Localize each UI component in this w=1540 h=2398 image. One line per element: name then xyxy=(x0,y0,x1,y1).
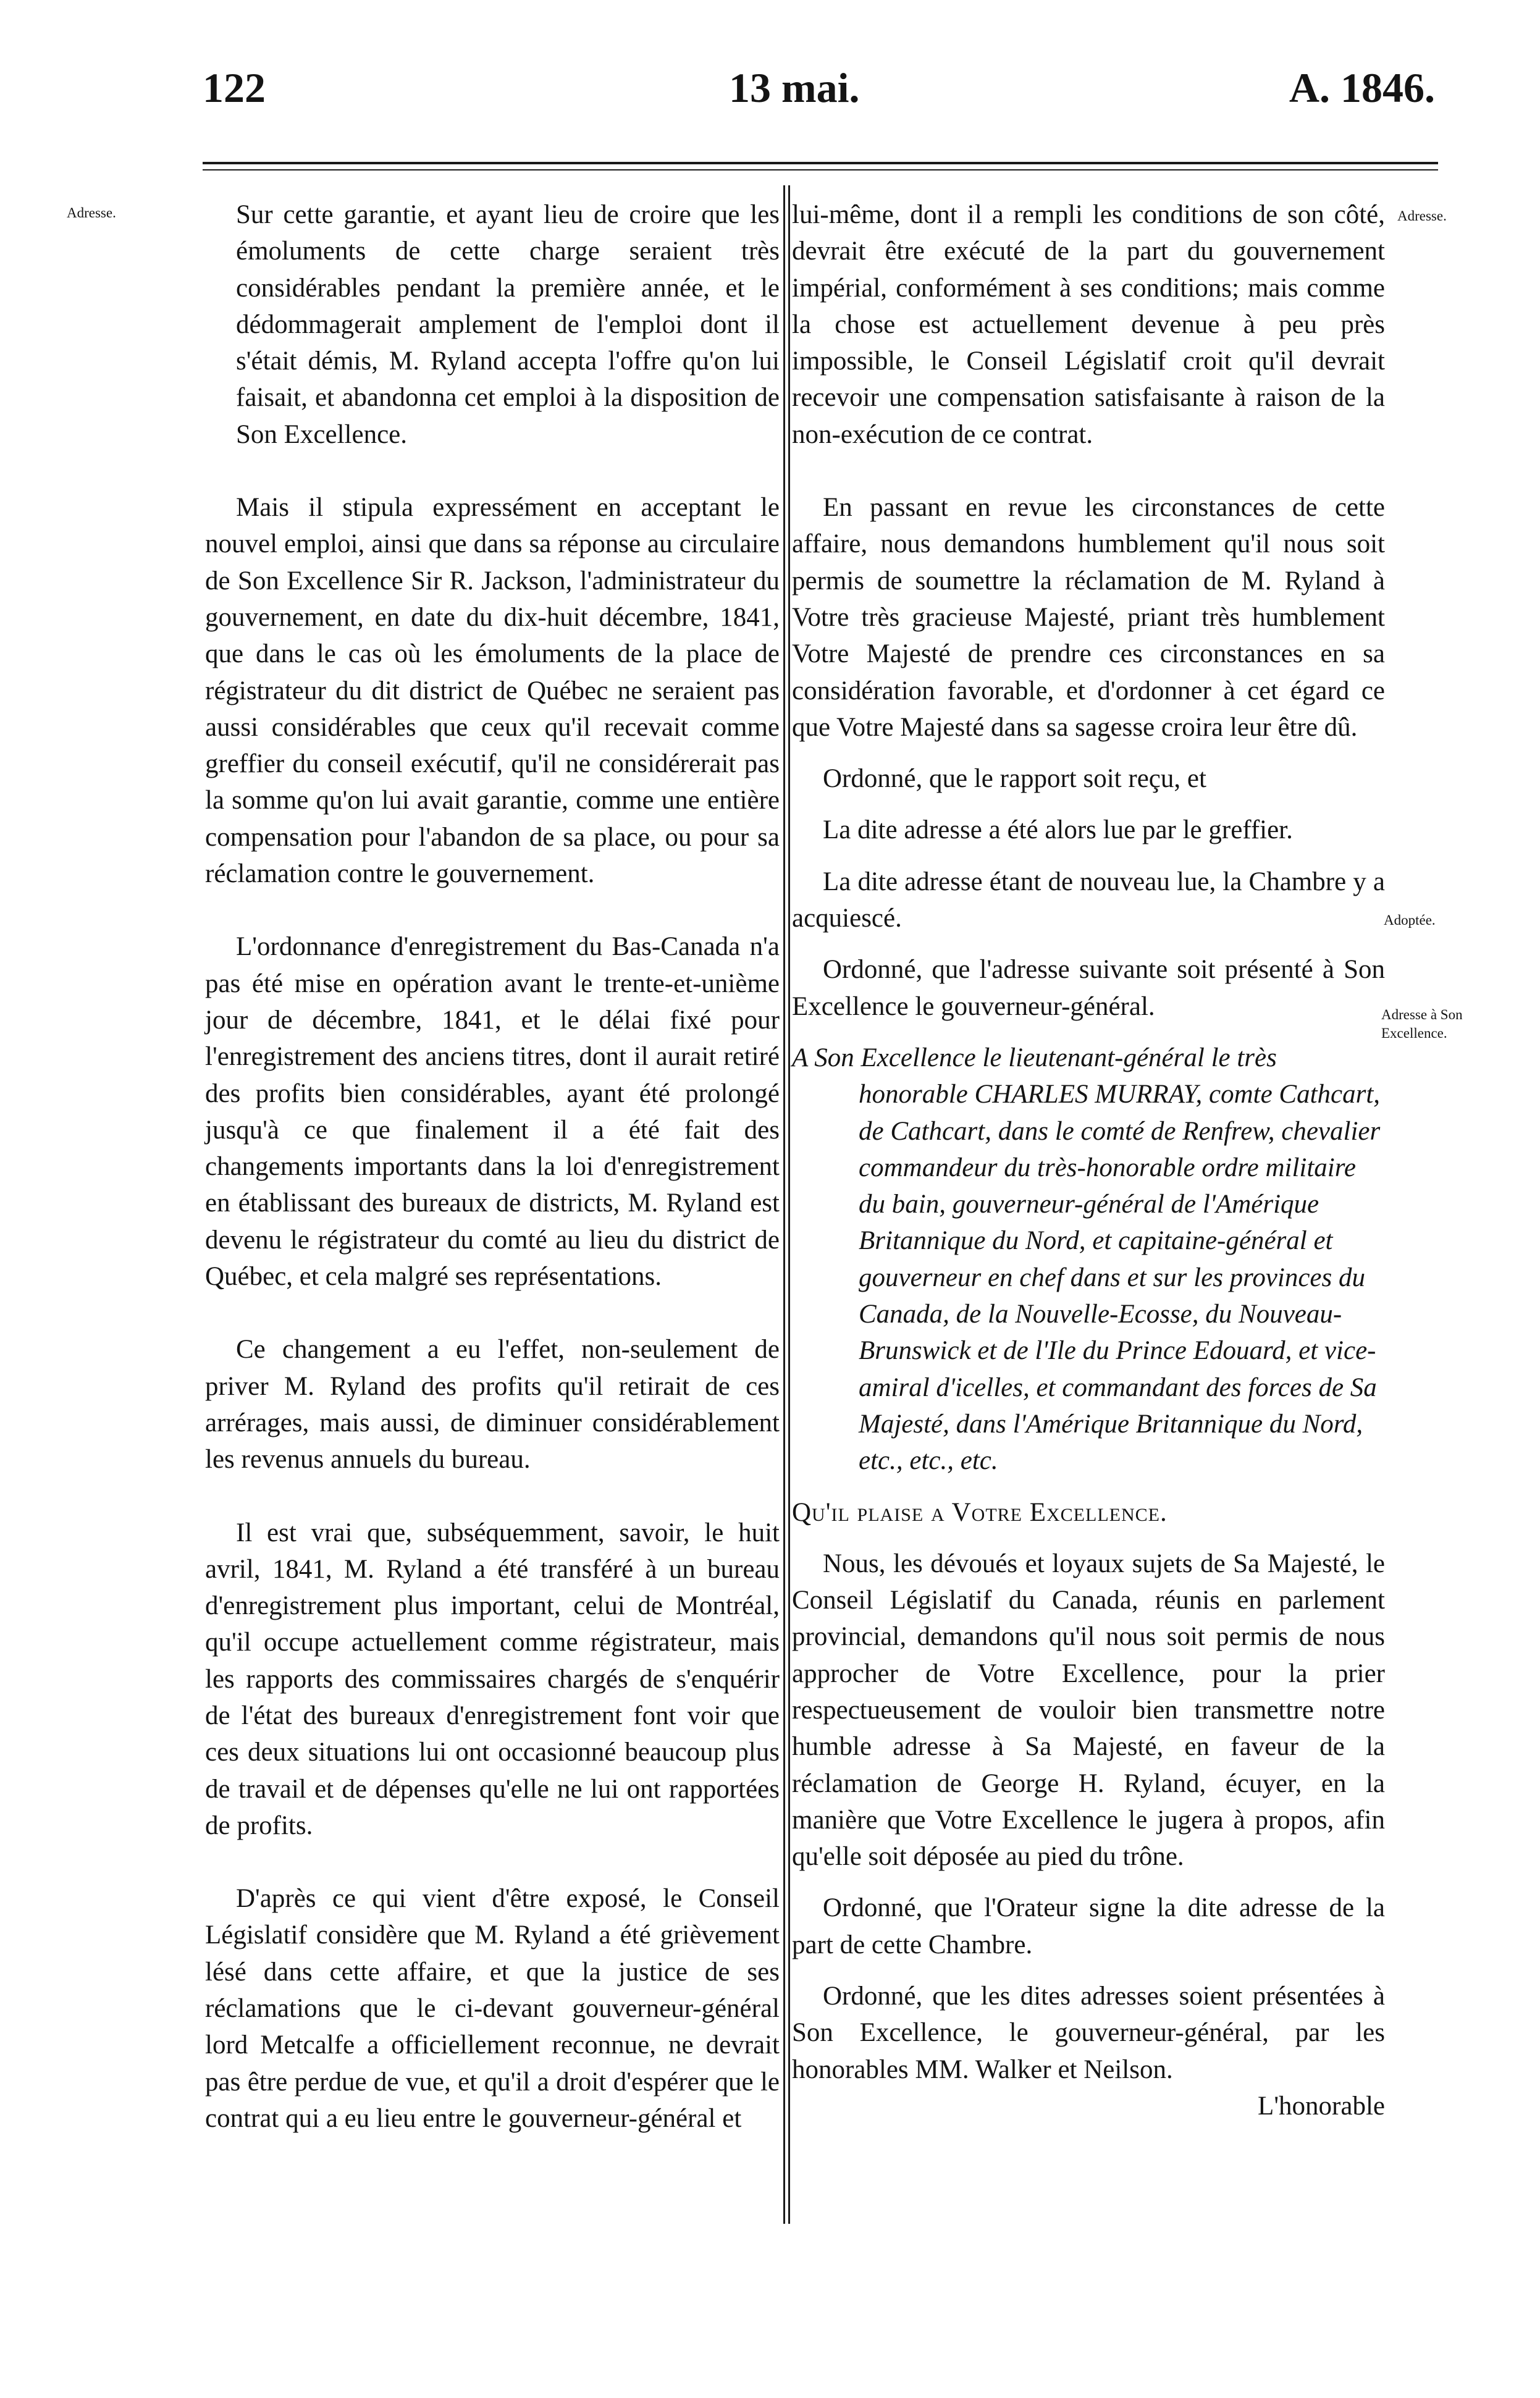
left-paragraph-6: D'après ce qui vient d'être exposé, le Conseil Législatif considère que M. Ryland a été grièvement lésé dans cette affaire, et que la justice de ses réclamations que le ci-devant gouverneur-général lord Metcalfe a officiellement reconnue, ne devrait pas être perdue de vue, et qu'il a droit d'espérer que le contrat qui a eu lieu entre le gouverneur-général et xyxy=(205,1884,780,2133)
left-paragraph-3: L'ordonnance d'enregistrement du Bas-Canada n'a pas été mise en opération avant le trente-et-unième jour de décembre, 1841, et le délai fixé pour l'enregistrement des anciens titres, dont il aurait retiré des profits bien considérables, ayant été prolongé jusqu'à ce que finalement il a été fait des changements importants dans la loi d'enregistrement en établissant des bureaux de districts, M. Ryland est devenu le régistrateur du comté au lieu du district de Québec, et cela malgré ses représentations. xyxy=(205,932,780,1292)
left-paragraph-4: Ce changement a eu l'effet, non-seulement de priver M. Ryland des profits qu'il retirait de ces arrérages, mais aussi, de diminuer considérablement les revenus annuels du bureau. xyxy=(205,1335,780,1475)
header-rule-bottom xyxy=(203,169,1438,170)
page-number: 122 xyxy=(203,64,266,111)
right-column xyxy=(792,196,1385,2124)
address-adopted: La dite adresse étant de nouveau lue, la Chambre y a acquiescé. xyxy=(792,867,1385,933)
right-paragraph-1: lui-même, dont il a rempli les conditions de son côté, devrait être exécuté de la part du gouvernement impérial, conformément à ses conditions; mais comme la chose est actuellement devenue à peu près impossible, le Conseil Législatif croit qu'il devrait recevoir une compensation satisfaisante à raison de la non-exécution de ce contrat. xyxy=(792,200,1385,449)
ordered-speaker-sign: Ordonné, que l'Orateur signe la dite adresse de la part de cette Chambre. xyxy=(792,1893,1385,1959)
ordered-report-received: Ordonné, que le rapport soit reçu, et xyxy=(823,764,1206,794)
margin-note-excellence: Excellence. xyxy=(1381,1025,1447,1041)
ordered-addresses-presented: Ordonné, que les dites adresses soient présentées à Son Excellence, le gouverneur-général, par les honorables MM. Walker et Neilson. xyxy=(792,1982,1385,2084)
margin-note-adresse-right: Adresse. xyxy=(1397,208,1447,224)
left-column xyxy=(205,196,780,2173)
column-divider-right xyxy=(788,185,790,2224)
left-paragraph-2: Mais il stipula expressément en acceptant le nouvel emploi, ainsi que dans sa réponse au circulaire de Son Excellence Sir R. Jackson, l'administrateur du gouvernement, en date du dix-huit décembre, 1841, que dans le cas où les émoluments de la place de régistrateur du dit district de Québec ne seraient pas aussi considérables que ceux qu'il recevait comme greffier du conseil exécutif, qu'il ne considérerait pas la somme qu'on lui avait garantie, comme une entière compensation pour l'abandon de sa place, ou pour sa réclamation contre le gouvernement. xyxy=(205,493,780,889)
catchword: L'honorable xyxy=(1258,2091,1385,2121)
address-salutation xyxy=(792,1040,1385,1479)
margin-note-adresse-a-son: Adresse à Son xyxy=(1381,1007,1463,1022)
page-year: A. 1846. xyxy=(1289,64,1435,111)
salutation-rest: honorable CHARLES MURRAY, comte Cathcart, de Cathcart, dans le comté de Renfrew, chevalier commandeur du très-honorable ordre militaire du bain, gouverneur-général de l'Amérique Britannique du Nord, et capitaine-général et gouverneur en chef dans et sur les provinces du Canada, de la Nouvelle-Ecosse, du Nouveau-Brunswick et de l'Ile du Prince Edouard, et vice-amiral d'icelles, et commandant des forces de Sa Majesté, dans l'Amérique Britannique du Nord, etc., etc., etc. xyxy=(859,1080,1381,1476)
right-paragraph-2: En passant en revue les circonstances de cette affaire, nous demandons humblement qu'il nous soit permis de soumettre la réclamation de M. Ryland à Votre très gracieuse Majesté, priant très humblement Votre Majesté de prendre ces circonstances en sa considération favorable, et d'ordonner à cet égard ce que Votre Majesté dans sa sagesse croira leur être dû. xyxy=(792,493,1385,742)
column-divider-left xyxy=(783,185,785,2224)
salutation-lead: A Son Excellence le lieutenant-général le très xyxy=(792,1043,1277,1072)
address-heading: Qu'il plaise a Votre Excellence. xyxy=(792,1497,1168,1527)
address-read-by-clerk: La dite adresse a été alors lue par le greffier. xyxy=(823,815,1293,845)
ordered-address-presented: Ordonné, que l'adresse suivante soit présenté à Son Excellence le gouverneur-général. xyxy=(792,955,1385,1021)
margin-note-adoptee: Adoptée. xyxy=(1384,912,1436,928)
margin-note-adresse-left: Adresse. xyxy=(67,205,116,221)
right-paragraph-7: Nous, les dévoués et loyaux sujets de Sa Majesté, le Conseil Législatif du Canada, réunis en parlement provincial, demandons qu'il nous soit permis de nous approcher de Votre Excellence, pour la prier respectueusement de vouloir bien transmettre notre humble adresse à Sa Majesté, en faveur de la réclamation de George H. Ryland, écuyer, en la manière que Votre Excellence le jugera à propos, afin qu'elle soit déposée au pied du trône. xyxy=(792,1549,1385,1872)
left-paragraph-5: Il est vrai que, subséquemment, savoir, le huit avril, 1841, M. Ryland a été transféré à un bureau d'enregistrement plus important, celui de Montréal, qu'il occupe actuellement comme régistrateur, mais les rapports des commissaires chargés de s'enquérir de l'état des bureaux d'enregistrement font voir que ces deux situations lui ont occasionné beaucoup plus de travail et de dépenses qu'elle ne lui ont rapportées de profits. xyxy=(205,1518,780,1840)
header-rule-top xyxy=(203,162,1438,164)
page-date: 13 mai. xyxy=(729,64,860,111)
left-paragraph-1: Sur cette garantie, et ayant lieu de croire que les émoluments de cette charge seraient très considérables pendant la première année, et le dédommagerait amplement de l'emploi dont il s'était démis, M. Ryland accepta l'offre qu'on lui faisait, et abandonna cet emploi à la disposition de Son Excellence. xyxy=(236,200,780,449)
